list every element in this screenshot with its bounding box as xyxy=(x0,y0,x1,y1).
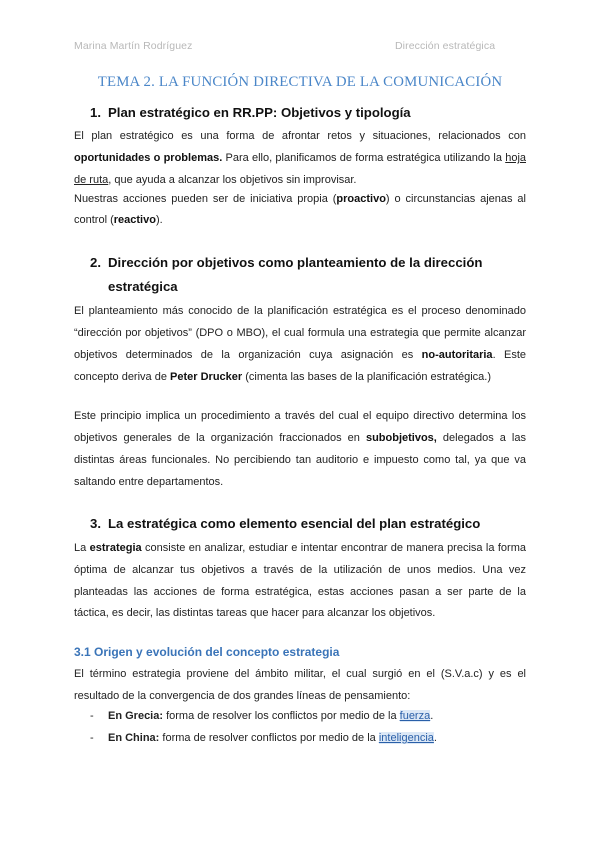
section-1-heading xyxy=(90,105,411,120)
s3-line-4: táctica, es decir, las distintas tareas que hacer para alcanzar los objetivos. xyxy=(74,607,436,619)
s3-bold-estrategia: estrategia xyxy=(89,542,142,554)
s1-bold-opportunities: oportunidades o problemas. xyxy=(74,152,223,164)
s1-link-de-ruta: de ruta xyxy=(74,174,109,186)
section-2-number: 2. xyxy=(90,255,101,270)
s31-line-1: El término estrategia proviene del ámbito militar, el cual surgió en el (S.V.a.c) y es el xyxy=(74,668,526,680)
section-3-title: La estratégica como elemento esencial del plan estratégico xyxy=(108,516,481,531)
s2-p2-line-2: objetivos generales de la organización fraccionados en subobjetivos, delegados a las xyxy=(74,432,526,444)
s2-line-1: El planteamiento más conocido de la planificación estratégica es el proceso denominado xyxy=(74,305,526,317)
header-author: Marina Martín Rodríguez xyxy=(74,40,193,52)
s2-line-2: “dirección por objetivos” (DPO o MBO), el cual formula una estrategia que permite alcanzar xyxy=(74,327,526,339)
s1-line-3: de ruta, que ayuda a alcanzar los objetivos sin improvisar. xyxy=(74,174,357,186)
header-subject: Dirección estratégica xyxy=(395,40,496,52)
s1-bold-reactivo: reactivo xyxy=(113,214,156,226)
s2-line-3: objetivos determinados de la organización cuya asignación es no-autoritaria. Este xyxy=(74,349,526,361)
highlight-inteligencia: inteligencia xyxy=(378,732,434,744)
bullet-dash-greece: - xyxy=(90,710,94,722)
bullet-china: En China: forma de resolver conflictos por medio de la inteligencia. xyxy=(108,732,437,744)
s2-line-4: concepto deriva de Peter Drucker (cimenta las bases de la planificación estratégica.) xyxy=(74,371,492,383)
section-3-number: 3. xyxy=(90,516,101,531)
section-1-title: Plan estratégico en RR.PP: Objetivos y tipología xyxy=(108,105,411,120)
s2-p2-line-3: distintas áreas funcionales. No percibiendo tan auditorio e impuesto como tal, ya que va xyxy=(74,454,526,466)
s2-p2-line-1: Este principio implica un procedimiento a través del cual el equipo directivo determina los xyxy=(74,410,526,422)
s1-link-hoja: hoja xyxy=(505,152,526,164)
bullet-dash-china: - xyxy=(90,732,94,744)
s1-line-4: Nuestras acciones pueden ser de iniciativa propia (proactivo) o circunstancias ajenas al xyxy=(74,193,526,205)
s2-bold-subobjetivos: subobjetivos, xyxy=(365,432,437,444)
bullet-china-label: En China: xyxy=(108,732,160,744)
section-3-heading xyxy=(90,516,480,531)
s3-line-1: La estrategia consiste en analizar, estudiar e intentar encontrar de manera precisa la forma xyxy=(74,542,526,554)
section-3-1-heading: 3.1 Origen y evolución del concepto estrategia xyxy=(74,645,340,659)
section-2-heading xyxy=(90,255,482,270)
s1-bold-proactivo: proactivo xyxy=(336,193,386,205)
section-1-number: 1. xyxy=(90,105,101,120)
bullet-greece-label: En Grecia: xyxy=(108,710,164,722)
s2-bold-peter-drucker: Peter Drucker xyxy=(170,371,243,383)
s1-line-1: El plan estratégico es una forma de afrontar retos y situaciones, relacionados con xyxy=(74,130,526,142)
s3-line-2: óptima de alcanzar tus objetivos a través de la utilización de unos medios. Una vez xyxy=(74,564,526,576)
s3-line-3: planteadas las acciones de forma estratégica, estas acciones pasan a ser parte de la xyxy=(74,586,526,598)
section-2-title-line-1: Dirección por objetivos como planteamiento de la dirección xyxy=(108,255,483,270)
highlight-fuerza: fuerza xyxy=(399,710,431,722)
s31-line-2: resultado de la convergencia de dos grandes líneas de pensamiento: xyxy=(74,690,411,702)
s2-bold-no-autoritaria: no-autoritaria xyxy=(421,349,493,361)
s2-p2-line-4: saltando entre departamentos. xyxy=(74,476,224,488)
s1-line-2: oportunidades o problemas. Para ello, planificamos de forma estratégica utilizando la hoja xyxy=(74,152,526,164)
section-2-title-line-2: estratégica xyxy=(108,279,178,294)
document-title: TEMA 2. LA FUNCIÓN DIRECTIVA DE LA COMUNICACIÓN xyxy=(97,74,503,90)
bullet-greece: En Grecia: forma de resolver los conflictos por medio de la fuerza. xyxy=(108,710,434,722)
s1-line-5: control (reactivo). xyxy=(74,214,163,226)
